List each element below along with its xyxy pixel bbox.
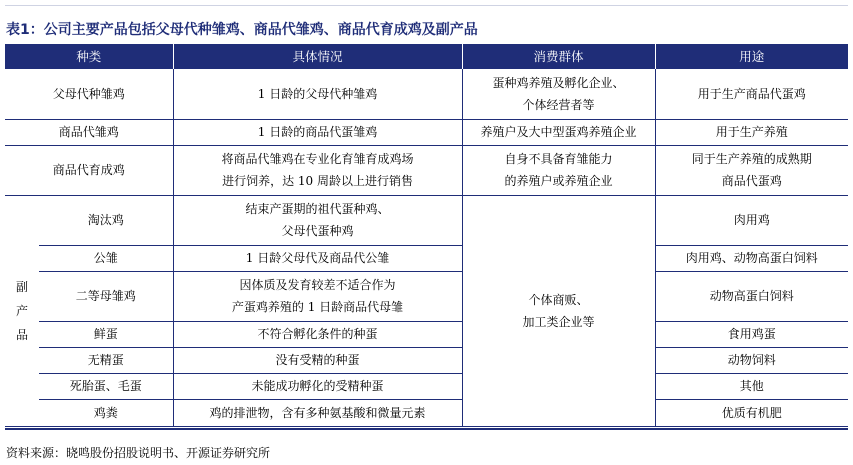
usage-cell-line: 用于生产养殖: [715, 125, 788, 139]
consumer-cell: [462, 145, 655, 195]
usage-cell: [655, 69, 848, 119]
byproduct-usage-cell-line: 其他: [739, 379, 764, 393]
consumer-cell-line: 个体经营者等: [522, 97, 595, 112]
byproduct-usage-cell: [655, 347, 848, 373]
byproduct-detail-cell: [173, 399, 462, 426]
byproduct-usage-cell: [655, 195, 848, 245]
byproduct-usage-cell-line: 优质有机肥: [721, 405, 782, 420]
byproduct-detail-cell-line: 结束产蛋期的祖代蛋种鸡、: [245, 202, 390, 216]
usage-cell: [655, 119, 848, 145]
byproduct-consumer-cell: [462, 195, 655, 426]
detail-cell: [173, 119, 462, 145]
table-title: 表1：公司主要产品包括父母代种雏鸡、商品代雏鸡、商品代育成鸡及副产品: [6, 22, 478, 38]
detail-cell: [173, 145, 462, 195]
byproduct-group-label-line: 产: [15, 303, 28, 318]
consumer-cell: [462, 119, 655, 145]
byproduct-detail-cell: [173, 321, 462, 347]
byproduct-group-label-line: 副: [15, 279, 28, 294]
byproduct-usage-cell: [655, 245, 848, 271]
table-row: [5, 119, 848, 145]
byproduct-consumer-cell-line: 加工类企业等: [522, 314, 595, 329]
byproduct-kind-cell: 鲜蛋: [39, 321, 173, 347]
byproduct-detail-cell-line: 未能成功孵化的受精种蛋: [251, 379, 384, 393]
header-row: [5, 44, 848, 69]
consumer-cell: [462, 69, 655, 119]
byproduct-kind-cell: 无精蛋: [39, 347, 173, 373]
consumer-cell-line: 自身不具备育雏能力: [504, 152, 613, 166]
header-usage: 用途: [655, 44, 848, 69]
top-rule: [5, 5, 848, 6]
header-kind: 种类: [5, 44, 173, 69]
byproduct-detail-cell-line: 产蛋鸡养殖的 1 日龄商品代母雏: [231, 300, 404, 314]
byproduct-usage-cell-line: 食用鸡蛋: [727, 327, 776, 341]
kind-cell: 父母代种雏鸡: [5, 69, 173, 119]
byproduct-detail-cell: [173, 347, 462, 373]
detail-cell-line: 将商品代雏鸡在专业化育雏育成鸡场: [221, 152, 414, 166]
byproduct-group-label-line: 品: [15, 327, 28, 342]
byproduct-kind-cell: 鸡粪: [39, 399, 173, 426]
byproduct-usage-cell-line: 动物高蛋白饲料: [709, 289, 794, 303]
byproduct-consumer-cell-line: 个体商贩、: [528, 292, 589, 307]
byproduct-detail-cell-line: 不符合孵化条件的种蛋: [257, 327, 378, 341]
source-note: 资料来源：晓鸣股份招股说明书、开源证券研究所: [6, 446, 271, 460]
byproduct-kind-cell: 淘汰鸡: [39, 195, 173, 245]
usage-cell-line: 商品代蛋鸡: [721, 174, 782, 188]
byproduct-row: [5, 399, 848, 426]
byproduct-usage-cell: [655, 271, 848, 321]
byproduct-usage-cell-line: 肉用鸡: [733, 213, 770, 227]
byproduct-usage-cell: [655, 373, 848, 399]
byproduct-kind-cell: 二等母雏鸡: [39, 271, 173, 321]
byproduct-detail-cell-line: 1 日龄父母代及商品代公雏: [245, 251, 390, 265]
byproduct-usage-cell-line: 肉用鸡、动物高蛋白饲料: [685, 251, 818, 265]
detail-cell-line: 1 日龄的父母代种雏鸡: [257, 86, 378, 101]
byproduct-row: [5, 195, 848, 245]
byproduct-row: [5, 347, 848, 373]
bottom-rule: [5, 428, 848, 430]
byproduct-usage-cell-line: 动物饲料: [727, 353, 776, 367]
header-consumer: 消费群体: [462, 44, 655, 69]
kind-cell: 商品代育成鸡: [5, 145, 173, 195]
usage-cell-line: 同于生产养殖的成熟期: [691, 152, 812, 166]
byproduct-detail-cell-line: 没有受精的种蛋: [275, 353, 360, 367]
byproduct-usage-cell: [655, 399, 848, 426]
header-detail: 具体情况: [173, 44, 462, 69]
byproduct-detail-cell-line: 父母代蛋种鸡: [281, 224, 354, 238]
table-row: [5, 69, 848, 119]
kind-cell: 商品代雏鸡: [5, 119, 173, 145]
detail-cell: [173, 69, 462, 119]
usage-cell-line: 用于生产商品代蛋鸡: [697, 86, 806, 101]
byproduct-detail-cell: [173, 271, 462, 321]
consumer-cell-line: 的养殖户或养殖企业: [504, 174, 613, 188]
byproduct-row: [5, 271, 848, 321]
usage-cell: [655, 145, 848, 195]
byproduct-kind-cell: 公雏: [39, 245, 173, 271]
product-table: [5, 44, 848, 427]
consumer-cell-line: 蛋种鸡养殖及孵化企业、: [492, 75, 625, 90]
byproduct-kind-cell: 死胎蛋、毛蛋: [39, 373, 173, 399]
byproduct-usage-cell: [655, 321, 848, 347]
consumer-cell-line: 养殖户及大中型蛋鸡养殖企业: [480, 125, 637, 139]
byproduct-row: [5, 373, 848, 399]
byproduct-group-label: [5, 195, 39, 426]
detail-cell-line: 1 日龄的商品代蛋雏鸡: [257, 125, 378, 139]
byproduct-row: [5, 321, 848, 347]
byproduct-detail-cell: [173, 195, 462, 245]
byproduct-detail-cell: [173, 373, 462, 399]
detail-cell-line: 进行饲养，达 10 周龄以上进行销售: [222, 174, 413, 188]
byproduct-row: [5, 245, 848, 271]
byproduct-detail-cell-line: 鸡的排泄物，含有多种氨基酸和微量元素: [209, 405, 426, 420]
table-row: [5, 145, 848, 195]
byproduct-detail-cell-line: 因体质及发育较差不适合作为: [239, 278, 396, 292]
byproduct-detail-cell: [173, 245, 462, 271]
